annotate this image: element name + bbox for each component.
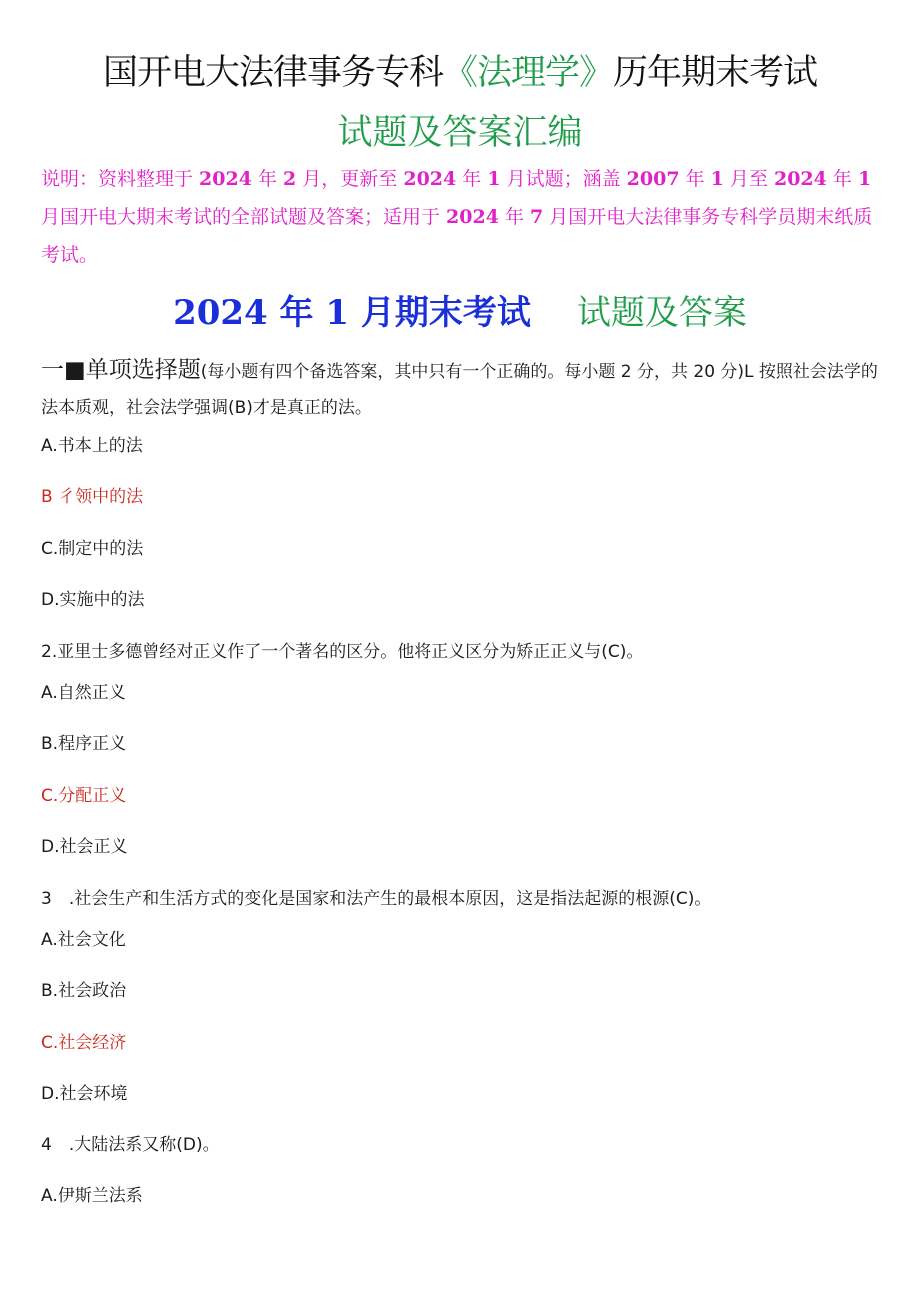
note-text: 年 <box>679 168 711 190</box>
note-text: 说明：资料整理于 <box>41 168 200 190</box>
section-answers-label: 试题及答案 <box>576 293 747 333</box>
note-text: 月国开电大法律事务专科学员期末纸质考试。 <box>41 206 873 266</box>
note-number: 7 <box>530 206 544 228</box>
description-note <box>41 160 877 274</box>
q3-option-b: B.社会政治 <box>41 981 127 1001</box>
q1-option-a: A.书本上的法 <box>41 436 143 456</box>
q1-option-d: D.实施中的法 <box>41 590 145 610</box>
note-text: 年 <box>826 168 858 190</box>
part1-heading: 一■单项选择题 <box>41 357 201 383</box>
q1-option-b-correct: B 彳领中的法 <box>41 487 144 507</box>
q2-stem: 2.亚里士多德曾经对正义作了一个著名的区分。他将正义区分为矫正正义与(C)。 <box>41 642 644 662</box>
q3-option-a: A.社会文化 <box>41 930 126 950</box>
section-heading <box>0 290 920 336</box>
note-number: 2 <box>283 168 297 190</box>
q3-option-d: D.社会环境 <box>41 1084 128 1104</box>
note-text: 年 <box>456 168 488 190</box>
note-number: 2024 <box>773 168 827 190</box>
note-text: 月国开电大期末考试的全部试题及答案；适用于 <box>41 206 447 228</box>
note-number: 1 <box>487 168 501 190</box>
q4-stem: 4 .大陆法系又称(D)。 <box>41 1135 220 1155</box>
title-part3: 历年期末考试 <box>613 53 818 93</box>
q3-option-c-correct: C.社会经济 <box>41 1033 127 1053</box>
title-course: 《法理学》 <box>442 53 613 93</box>
note-text: 月至 <box>723 168 774 190</box>
q1-option-c: C.制定中的法 <box>41 539 144 559</box>
note-text: 月，更新至 <box>296 168 404 190</box>
note-text: 年 <box>251 168 284 190</box>
note-number: 2024 <box>403 168 457 190</box>
document-title <box>0 50 920 96</box>
note-text: 月试题；涵盖 <box>500 168 627 190</box>
note-text: 年 <box>498 206 531 228</box>
document-subtitle: 试题及答案汇编 <box>337 113 583 153</box>
section-month-suffix: 月期末考试 <box>349 293 531 333</box>
q2-option-c-correct: C.分配正义 <box>41 786 127 806</box>
note-number: 2024 <box>446 206 499 228</box>
q3-stem: 3 .社会生产和生活方式的变化是国家和法产生的最根本原因，这是指法起源的根源(C)。 <box>41 889 712 909</box>
title-part1: 国开电大法律事务专科 <box>102 53 443 93</box>
part1-heading-block <box>41 352 881 426</box>
section-month: 1 <box>325 293 350 333</box>
section-exam-label <box>173 293 531 333</box>
q2-option-a: A.自然正义 <box>41 683 126 703</box>
q2-option-b: B.程序正义 <box>41 734 127 754</box>
section-year-suffix: 年 <box>267 293 326 333</box>
q2-option-d: D.社会正义 <box>41 837 128 857</box>
note-number: 1 <box>857 168 872 190</box>
part1-instruction: (每小题有四个备选答案，其中只有一个正确的。每小题 2 分，共 20 分)L 按照社会法学的法本质观，社会法学强调(B)才是真正的法。 <box>41 362 878 418</box>
section-year: 2024 <box>173 293 268 333</box>
q4-option-a: A.伊斯兰法系 <box>41 1186 143 1206</box>
note-number: 2007 <box>626 168 680 190</box>
note-number: 2024 <box>199 168 252 190</box>
note-number: 1 <box>710 168 724 190</box>
